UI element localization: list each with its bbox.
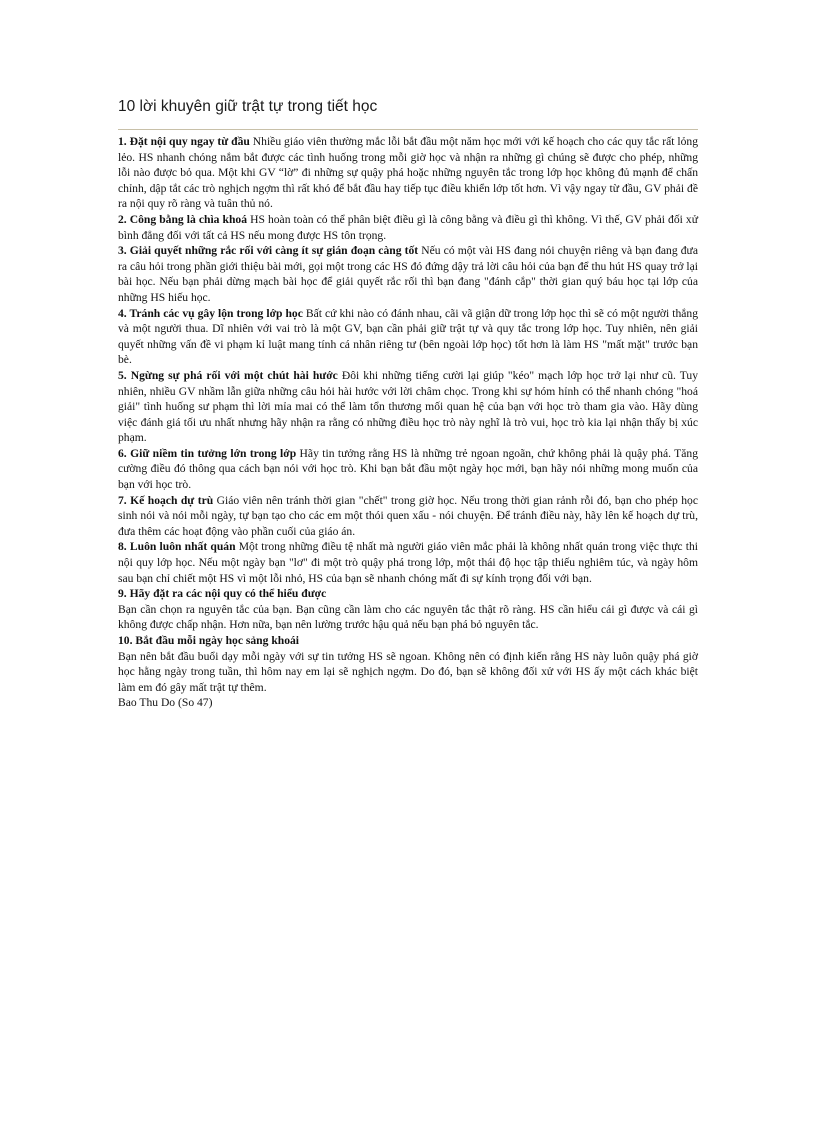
tip-heading: 10. Bắt đầu mỗi ngày học sảng khoái — [118, 634, 300, 647]
article-body — [118, 134, 698, 711]
tip-heading: 8. Luôn luôn nhất quán — [118, 540, 236, 554]
tip-text: Nếu có một vài HS đang nói chuyện riêng và bạn đang đưa ra câu hỏi trong phần giới thiệu bài mới, gọi một trong các HS đó đứng dậy trả lời câu hỏi của bạn để thu hút HS quay trở lại bài học. Nếu bạn phải dừng mạch bài học để giải quyết rắc rối thì bạn đang "đánh cắp" thời gian quý báu học tại lớp của những HS hiếu học. — [118, 244, 698, 304]
tip-text: Hãy tin tưởng rằng HS là những trẻ ngoan ngoãn, chứ không phải là quậy phá. Tăng cường điều đó thông qua cách bạn nói với học trò. Khi bạn bắt đầu một ngày học mới, bạn hãy nói những mong muốn của bạn với học trò. — [118, 446, 699, 492]
tip-1 — [118, 134, 698, 212]
tip-text: Nhiều giáo viên thường mắc lỗi bắt đầu một năm học mới với kế hoạch cho các quy tắc rất lỏng lẻo. HS nhanh chóng nắm bắt được các tình huống trong mỗi giờ học và nhận ra những gì chúng sẽ được cho phép, những lỗi nào được bỏ qua. Một khi GV “lờ” đi những sự quậy phá hoặc những nguyên tắc trong lớp học không đủ mạnh để chấn chỉnh, dập tắt các trò nghịch ngợm thì rất khó để bắt đầu hay tiếp tục điều khiển lớp tốt hơn. Vì vậy ngay từ đầu, GV phải đề ra nội quy rõ ràng và tuân thủ nó. — [118, 135, 698, 211]
tip-text: Đôi khi những tiếng cười lại giúp "kéo" mạch lớp học trở lại như cũ. Tuy nhiên, nhiều GV nhầm lẫn giữa những câu hỏi hài hước với lời châm chọc. Trong khi sự hóm hỉnh có thể nhanh chóng "hoá giải" tình huống sư phạm thì lời mỉa mai có thể làm tổn thương mối quan hệ của bạn với học trò tham gia vào. Hãy dùng việc đánh giá tối ưu nhất nhưng hãy nhận ra rằng có những điều học trò này nghĩ là trò vui, học trò kia lại nhận thấy bị xúc phạm. — [118, 368, 698, 445]
tip-3 — [118, 243, 698, 305]
tip-text: HS hoàn toàn có thể phân biệt điều gì là công bằng và điều gì thì không. Vì thế, GV phải đối xử bình đẳng đối với tất cả HS nếu mong được HS tôn trọng. — [118, 212, 698, 242]
tip-text: Bạn nên bắt đầu buổi dạy mỗi ngày với sự tin tưởng HS sẽ ngoan. Không nên có định kiến rằng HS này luôn quậy phá giờ học hằng ngày trong tuần, thì hôm nay em lại sẽ nghịch ngợm. Do đó, bạn sẽ không đối xử với HS ấy một cách khác biệt làm em đó gây mất trật tự thêm. — [118, 649, 698, 694]
tip-text: Bất cứ khi nào có đánh nhau, cãi vã giận dữ trong lớp học thì sẽ có một người thắng và một người thua. Dĩ nhiên với vai trò là một GV, bạn cần phải giữ trật tự và quy tắc trong lớp học. Tuy nhiên, nên giải quyết những vấn đề vi phạm kỉ luật mang tính cá nhân riêng tư (bên ngoài lớp học) tốt hơn là làm HS "mất mặt" trước bạn bè. — [118, 306, 698, 367]
tip-6 — [118, 446, 698, 493]
tip-heading: 4. Tránh các vụ gây lộn trong lớp học — [118, 306, 303, 320]
tip-5 — [118, 368, 698, 446]
tip-2 — [118, 212, 698, 243]
tip-4 — [118, 306, 698, 368]
tip-7 — [118, 493, 698, 540]
tip-heading: 6. Giữ niềm tin tưởng lớn trong lớp — [118, 446, 297, 460]
document-page — [118, 98, 698, 711]
source-credit: Bao Thu Do (So 47) — [118, 696, 213, 710]
tip-heading: 1. Đặt nội quy ngay từ đầu — [118, 135, 250, 148]
tip-heading: 3. Giải quyết những rắc rối với càng ít sự gián đoạn càng tốt — [118, 244, 419, 258]
tip-heading: 2. Công bằng là chìa khoá — [118, 212, 248, 226]
tip-text: Giáo viên nên tránh thời gian "chết" trong giờ học. Nếu trong thời gian rảnh rỗi đó, bạn cho phép học sinh nói và nói mỗi ngày, tự bạn tạo cho các em một thói quen xấu - nói chuyện. Để tránh điều này, hãy lên kế hoạch dự trù, đưa thêm các hoạt động vào phần cuối của giáo án. — [118, 493, 699, 538]
tip-9 — [118, 586, 698, 633]
tip-10 — [118, 633, 698, 695]
tip-text: Một trong những điều tệ nhất mà người giáo viên mắc phải là không nhất quán trong việc thực thi nội quy lớp học. Nếu một ngày bạn "lơ" đi một trò quậy phá trong lớp, một thái độ học tập thiếu nghiêm túc, và ngày hôm sau bạn chỉ chiết một HS vì một lỗi nhỏ, HS của bạn sẽ nhanh chóng mất đi sự kính trọng đối với bạn. — [118, 540, 698, 585]
tip-heading: 5. Ngừng sự phá rối với một chút hài hước — [118, 368, 338, 382]
tip-8 — [118, 539, 698, 586]
page-title: 10 lời khuyên giữ trật tự trong tiết học — [118, 98, 698, 130]
tip-heading: 9. Hãy đặt ra các nội quy có thể hiểu được — [118, 587, 327, 601]
tip-text: Bạn cần chọn ra nguyên tắc của bạn. Bạn cũng cần làm cho các nguyên tắc thật rõ ràng. HS cần hiểu cái gì được và cái gì không được chấp nhận. Hơn nữa, bạn nên lường trước hậu quả nếu bạn phá bỏ nguyên tắc. — [118, 602, 698, 632]
tip-heading: 7. Kế hoạch dự trù — [118, 493, 214, 507]
